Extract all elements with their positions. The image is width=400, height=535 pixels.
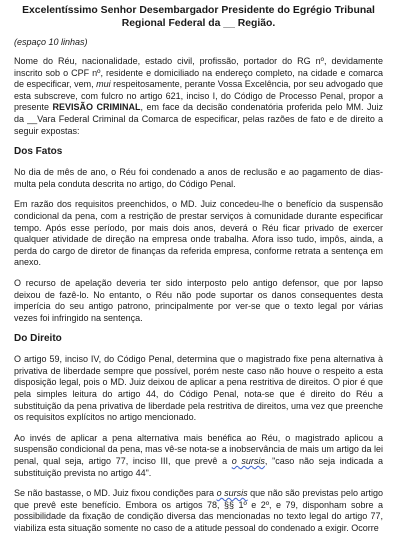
direito-paragraph-1: O artigo 59, inciso IV, do Código Penal, determina que o magistrado fixe pena alternativa à privativa de liberdade sempre que possível, porém neste caso não houve o respeito a esta disposição legal, pois o MD. Juiz deixou de aplicar a pena restritiva de direitos. O pior é que pela simples leitura do artigo 44, do Código Penal, nota-se que é direito do Réu a substituição da pena privativa de liberdade pela restritiva de direitos, uma vez que preenche os requisitos explícitos no artigo mencionado. <box>14 354 383 423</box>
sursis-term: o sursis <box>216 488 248 499</box>
direito-paragraph-2 <box>14 433 383 479</box>
intro-text-part3: , em face da decisão condenatória proferida pelo MM. Juiz da __Vara Federal Criminal da Comarca de especificar, pelas razões de fato e de direito a seguir expostas: <box>14 102 383 136</box>
spacing-note: (espaço 10 linhas) <box>14 37 88 47</box>
sursis-term: o sursis <box>231 456 265 467</box>
intro-text-mui: mui <box>96 79 111 90</box>
fatos-paragraph-1: No dia de mês de ano, o Réu foi condenado a anos de reclusão e ao pagamento de dias-multa pela conduta descrita no artigo, do Código Penal. <box>14 167 383 189</box>
intro-text-part1: Nome do Réu, nacionalidade, estado civil, profissão, portador do RG nº, devidamente inscrito sob o CPF nº, residente e domiciliado na endereço completo, na cidade e comarca de especificar, vem, <box>14 56 383 90</box>
direito-p3-part1: Se não bastasse, o MD. Juiz fixou condições para <box>14 488 217 499</box>
intro-text-part2: respeitosamente, perante Vossa Excelência, por seu advogado que esta subscreve, com fulcro no artigo 621, inciso I, do Código de Processo Penal, propor a presente <box>14 79 383 113</box>
intro-paragraph <box>14 56 383 137</box>
direito-p2-part1: Ao invés de aplicar a pena alternativa mais benéfica ao Réu, o magistrado aplicou a suspensão condicional da pena, mas vê-se nota-se a inobservância de mais um artigo da lei penal, qual seja, artigo 77, inciso III, que prevê a <box>14 432 383 467</box>
section-heading-fatos: Dos Fatos <box>14 146 63 158</box>
fatos-paragraph-3: O recurso de apelação deveria ter sido interposto pelo antigo defensor, que por lapso deixou de fazê-lo. No entanto, o Réu não pode suportar os danos consequentes desta imperícia do seu antigo patrono, principalmente por ver-se que o texto legal por várias vezes foi infringido na sentença. <box>14 277 383 323</box>
direito-p2-part2: , "caso não seja indicada a substituição prevista no artigo 44". <box>14 456 383 478</box>
section-heading-direito: Do Direito <box>14 333 62 345</box>
fatos-paragraph-2: Em razão dos requisitos preenchidos, o MD. Juiz concedeu-lhe o benefício da suspensão condicional da pena, com a restrição de prestar serviços à comunidade durante especificar tempo. Após esse período, por mais dois anos, deverá o Réu ficar privado de exercer qualquer atividade de direção na empresa onde trabalha. Afora isso tudo, impôs, ainda, a perda do cargo de diretor de finanças da referida empresa, conforme retrata a sentença em anexo. <box>14 199 383 268</box>
revisao-criminal-label: REVISÃO CRIMINAL <box>52 102 141 113</box>
document-title: Excelentíssimo Senhor Desembargador Presidente do Egrégio Tribunal Regional Federal da __ Região. <box>22 5 375 29</box>
direito-paragraph-3 <box>14 488 383 534</box>
direito-p3-part2: que não são previstas pelo artigo que prevê este benefício. Embora os artigos 78, §§ 1º e 2º, e 79, disponham sobre a possibilidade da fixação de condição diversa das mencionadas no texto legal do artigo 77, viabiliza esta situação somente no caso de a atitude pessoal do condenado a exigir. Ocorre <box>14 488 384 533</box>
